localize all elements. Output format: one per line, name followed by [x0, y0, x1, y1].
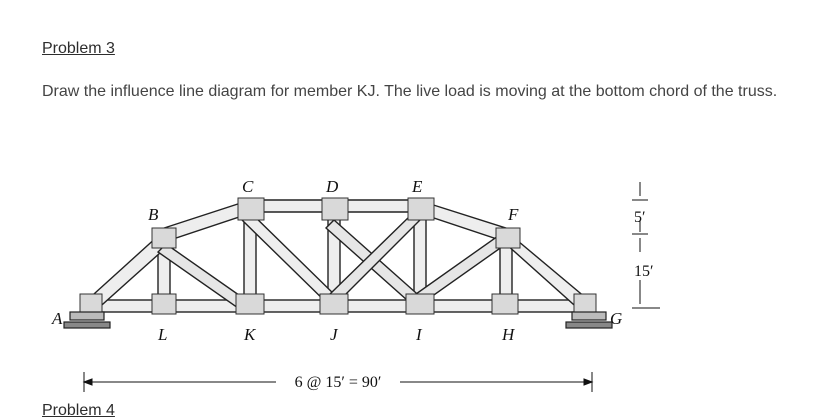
- problem-heading: Problem 3: [42, 40, 115, 57]
- truss-diagram: [40, 160, 680, 400]
- right-support: [566, 312, 612, 328]
- height-dimension: [632, 182, 660, 308]
- joint-label-d: D: [326, 177, 339, 196]
- joint-label-k: K: [244, 325, 256, 344]
- problem-statement: Draw the influence line diagram for member KJ. The live load is moving at the bottom chord of the truss.: [42, 83, 778, 100]
- joint-label-f: F: [508, 205, 519, 224]
- joint-label-j: J: [330, 325, 338, 344]
- joint-label-i: I: [416, 325, 422, 344]
- joint-label-b: B: [148, 205, 159, 224]
- dimension-5ft: 5′: [634, 209, 646, 226]
- left-support: [64, 312, 110, 328]
- joint-label-a: A: [52, 309, 63, 328]
- joint-label-l: L: [158, 325, 168, 344]
- joint-label-e: E: [412, 177, 423, 196]
- joint-label-c: C: [242, 177, 254, 196]
- dimension-15ft: 15′: [634, 263, 654, 280]
- next-problem-heading: Problem 4: [42, 402, 115, 419]
- joint-label-h: H: [502, 325, 515, 344]
- joint-label-g: G: [610, 309, 623, 328]
- span-dimension-label: 6 @ 15′ = 90′: [294, 374, 382, 391]
